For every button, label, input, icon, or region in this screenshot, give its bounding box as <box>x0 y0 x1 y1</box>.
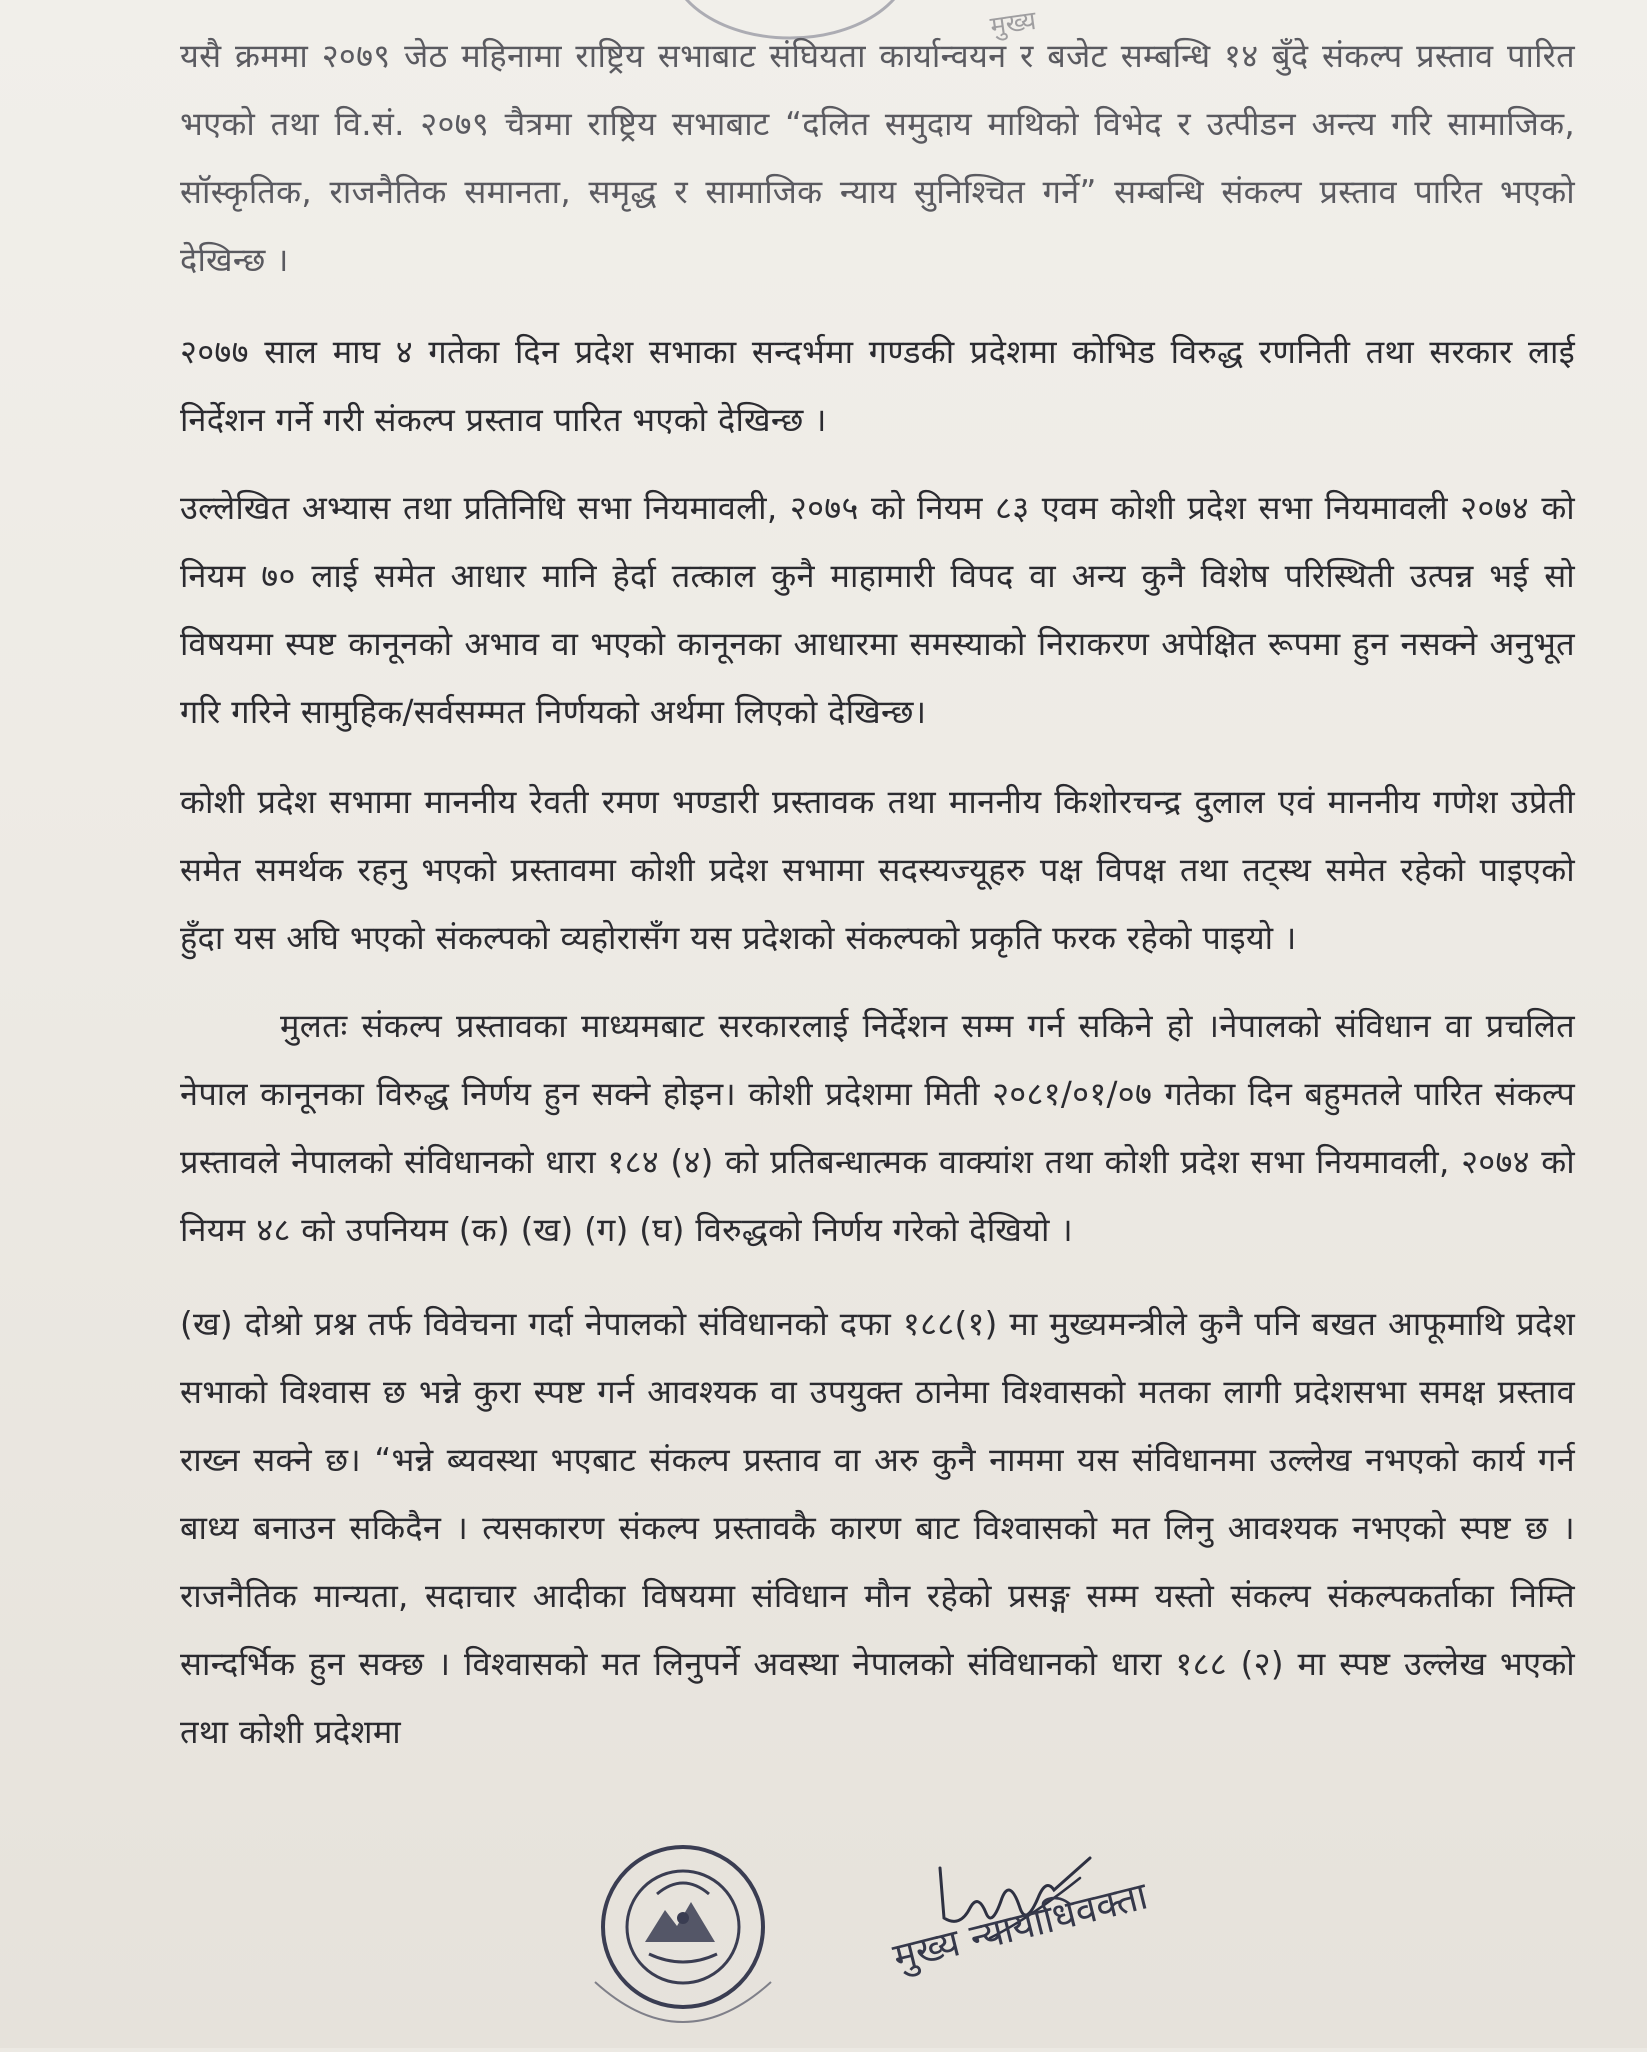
signature-title: मुख्य न्यायाधिवक्ता <box>888 1873 1152 1980</box>
paragraph-1: यसै क्रममा २०७९ जेठ महिनामा राष्ट्रिय सभाबाट संघियता कार्यान्वयन र बजेट सम्बन्धि १४ बुँदे संकल्प प्रस्ताव पारित भएको तथा वि.सं. २०७९ चैत्रमा राष्ट्रिय सभाबाट “दलित समुदाय माथिको विभेद र उत्पीडन अन्त्य गरि सामाजिक, सॉस्कृतिक, राजनैतिक समानता, समृद्ध र सामाजिक न्याय सुनिश्चित गर्ने” सम्बन्धि संकल्प प्रस्ताव पारित भएको देखिन्छ । <box>180 37 1575 279</box>
paragraph-6: (ख) दोश्रो प्रश्न तर्फ विवेचना गर्दा नेपालको संविधानको दफा १८८(१) मा मुख्यमन्त्रीले कुनै पनि बखत आफूमाथि प्रदेश सभाको विश्वास छ भन्ने कुरा स्पष्ट गर्न आवश्यक वा उपयुक्त ठानेमा विश्वासको मतका लागी प्रदेशसभा समक्ष प्रस्ताव राख्न सक्ने छ। “भन्ने ब्यवस्था भएबाट संकल्प प्रस्ताव वा अरु कुनै नाममा यस संविधानमा उल्लेख नभएको कार्य गर्न बाध्य बनाउन सकिदैन । त्यसकारण संकल्प प्रस्तावकै कारण बाट विश्वासको मत लिनु आवश्यक नभएको स्पष्ट छ । राजनैतिक मान्यता, सदाचार आदीका विषयमा संविधान मौन रहेको प्रसङ्ग सम्म यस्तो संकल्प संकल्पकर्ताका निम्ति सान्दर्भिक हुन सक्छ । विश्वासको मत लिनुपर्ने अवस्था नेपालको संविधानको धारा १८८ (२) मा स्पष्ट उल्लेख भएको तथा कोशी प्रदेशमा <box>180 1305 1575 1751</box>
paragraph-4: कोशी प्रदेश सभामा माननीय रेवती रमण भण्डारी प्रस्तावक तथा माननीय किशोरचन्द्र दुलाल एवं माननीय गणेश उप्रेती समेत समर्थक रहनु भएको प्रस्तावमा कोशी प्रदेश सभामा सदस्यज्यूहरु पक्ष विपक्ष तथा तट्स्थ समेत रहेको पाइएको हुँदा यस अघि भएको संकल्पको व्यहोरासँग यस प्रदेशको संकल्पको प्रकृति फरक रहेको पाइयो । <box>180 783 1575 957</box>
paragraph-2: २०७७ साल माघ ४ गतेका दिन प्रदेश सभाका सन्दर्भमा गण्डकी प्रदेशमा कोभिड विरुद्ध रणनिती तथा सरकार लाई निर्देशन गर्ने गरी संकल्प प्रस्ताव पारित भएको देखिन्छ । <box>180 333 1575 439</box>
top-stamp-text: मुख्य <box>988 5 1038 43</box>
office-seal-stamp <box>565 1832 795 2052</box>
document-body <box>180 22 1575 1786</box>
paragraph-3: उल्लेखित अभ्यास तथा प्रतिनिधि सभा नियमावली, २०७५ को नियम ८३ एवम कोशी प्रदेश सभा नियमावली २०७४ को नियम ७० लाई समेत आधार मानि हेर्दा तत्काल कुनै माहामारी विपद वा अन्य कुनै विशेष परिस्थिती उत्पन्न भई सो विषयमा स्पष्ट कानूनको अभाव वा भएको कानूनका आधारमा समस्याको निराकरण अपेक्षित रूपमा हुन नसक्ने अनुभूत गरि गरिने सामुहिक/सर्वसम्मत निर्णयको अर्थमा लिएको देखिन्छ। <box>180 489 1575 731</box>
paragraph-5: मुलतः संकल्प प्रस्तावका माध्यमबाट सरकारलाई निर्देशन सम्म गर्न सकिने हो ।नेपालको संविधान वा प्रचलित नेपाल कानूनका विरुद्ध निर्णय हुन सक्ने होइन। कोशी प्रदेशमा मिती २०८१/०१/०७ गतेका दिन बहुमतले पारित संकल्प प्रस्तावले नेपालको संविधानको धारा १८४ (४) को प्रतिबन्धात्मक वाक्यांश तथा कोशी प्रदेश सभा नियमावली, २०७४ को नियम ४८ को उपनियम (क) (ख) (ग) (घ) विरुद्धको निर्णय गरेको देखियो । <box>180 1007 1575 1249</box>
